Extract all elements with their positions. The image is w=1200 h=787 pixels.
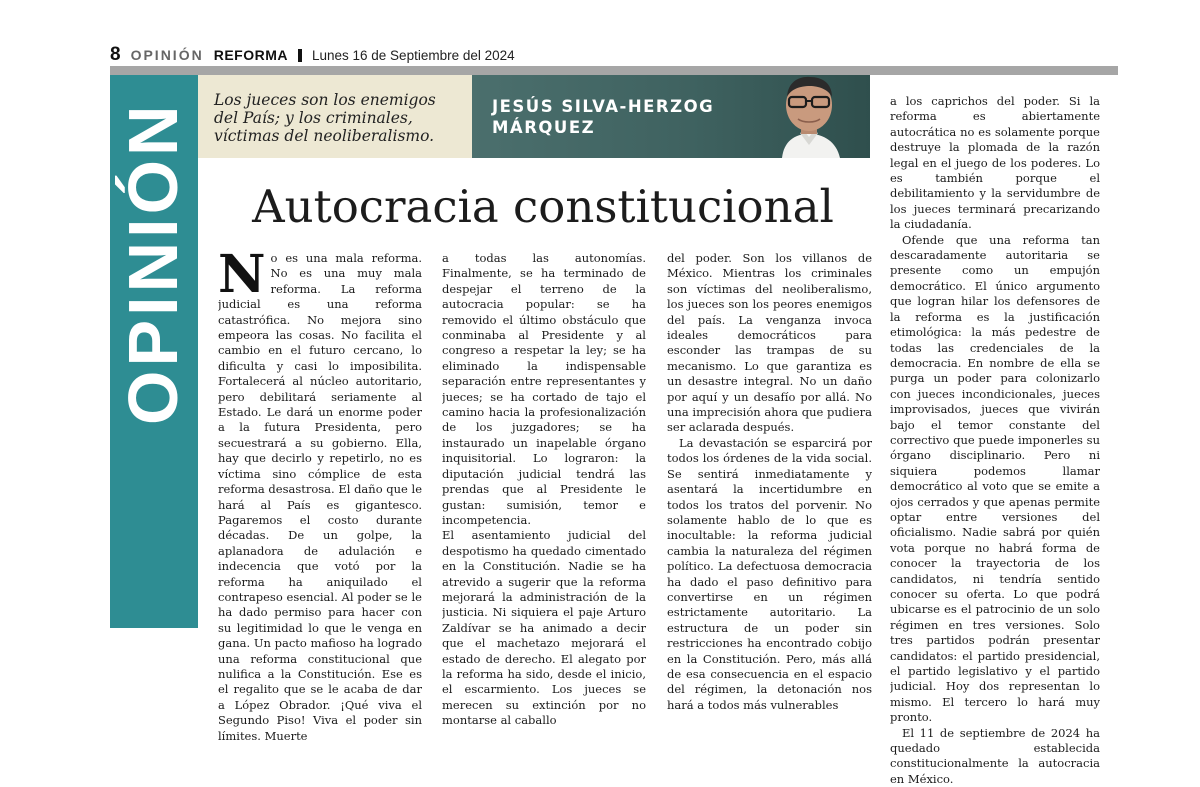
sidebar-label: OPINIÓN (114, 101, 192, 425)
publication-date: Lunes 16 de Septiembre del 2024 (311, 47, 515, 63)
page-number: 8 (110, 44, 121, 65)
author-name-line1: JESÚS SILVA-HERZOG (492, 97, 715, 116)
separator-bar (298, 49, 302, 62)
author-name (492, 96, 714, 138)
drop-cap: N (218, 251, 266, 305)
paragraph: o es una mala reforma. No es una muy mala reforma. La reforma judicial es una reforma catastrófica. No mejora sino empeora las cosas. No facilita el cambio en el futuro cercano, lo dificulta y casi lo imposibilita. Fortalecerá al núcleo autoritario, pero debilitará seriamente al Estado. Le dará un enorme poder a la futura Presidenta, pero secuestrará a su gobierno. Ella, hay que decirlo y repetirlo, no es víctima sino cómplice de esta reforma desastrosa. El daño que le hará al País es gigantesco. Pagaremos el costo durante décadas. De un golpe, la aplanadora de adulación e indecencia que votó por la reforma ha aniquilado el contrapeso esencial. Al poder se le ha dado permiso para hacer con su legitimidad lo que le venga en gana. Un pacto mafioso ha logrado una reforma constitucional que nulifica a la Constitución. Ese es el regalito que se le acaba de dar a López Obrador. ¡Qué viva el Segundo Piso! Viva el poder sin límites. Muerte (218, 251, 422, 743)
paragraph: El asentamiento judicial del despotismo ha quedado cimentado en la Constitución. Nadie se ha atrevido a sugerir que la reforma mejorará la administración de la justicia. Ni siquiera el paje Arturo Zaldívar se ha animado a decir que el machetazo mejorará el estado de derecho. El alegato por la reforma ha sido, desde el inicio, el escarmiento. Los jueces se merecen su extinción por no montarse al caballo (442, 528, 646, 728)
byline-banner (472, 75, 870, 158)
paragraph: a los caprichos del poder. Si la reforma es abiertamente autocrática no es solamente porque destruye la plomada de la razón legal en el juego de los poderes. Lo es también porque el debilitamiento y la servidumbre de los jueces terminará precarizando la ciudadanía. (890, 94, 1100, 232)
masthead (110, 44, 515, 66)
article-column-1 (218, 251, 422, 744)
paragraph: La devastación se esparcirá por todos los órdenes de la vida social. Se sentirá inmediatamente y asentará la incertidumbre en todos los tratos del porvenir. No solamente hablo de lo que es inocultable: la reforma judicial cambia la naturaleza del régimen político. La defectuosa democracia ha dado el paso definitivo para convertirse en un régimen estrictamente autoritario. La estructura de un poder sin restricciones ha encontrado cobijo en la Constitución. Pero, más allá de esa consecuencia en el espacio del régimen, la detonación nos hará a todos más vulnerables (667, 435, 872, 712)
author-name-line2: MÁRQUEZ (492, 118, 596, 137)
article-column-4 (890, 94, 1100, 787)
paragraph: a todas las autonomías. Finalmente, se ha terminado de despejar el terreno de la autocracia popular: se ha removido el último obstáculo que conminaba al Presidente y al congreso a respetar la ley; se ha eliminado la indispensable separación entre representantes y jueces; se ha cortado de tajo el camino hacia la profesionalización de los juzgadores; se ha instaurado un inapelable órgano inquisitorial. Lo lograron: la diputación judicial tendrá las prendas que al Presidente le gustan: sumisión, temor e incompetencia. (442, 251, 646, 527)
article-column-2 (442, 251, 646, 729)
paragraph: del poder. Son los villanos de México. Mientras los criminales son víctimas del neoliberalismo, los jueces son los peores enemigos del país. La venganza invoca ideales democráticos para esconder las trampas de su mecanismo. Lo que garantiza es un desastre integral. No un daño por aquí y un desafío por allá. No una imprecisión ahora que pudiera ser aclarada después. (667, 251, 872, 435)
author-portrait (748, 75, 870, 158)
article-title: Autocracia constitucional (252, 180, 834, 233)
paragraph: Ofende que una reforma tan descaradamente autoritaria se presente como un empujón democrático. El único argumento que logran hilar los defensores de la reforma es la justificación etimológica: la más pedestre de todas las credenciales de la democracia. En nombre de ella se purga un poder para colonizarlo con jueces incondicionales, jueces improvisados, jueces que vivirán bajo el temor constante del correctivo que puede imponerles su órgano disciplinario. Pero ni siquiera podemos llamar democrático al voto que se emite a ojos cerrados y que apenas permite optar entre versiones del oficialismo. Nadie sabrá por quién vota porque no habrá forma de conocer la trayectoria de los candidatos, ni tendría sentido conocer su oferta. Lo que podrá ubicarse es el patrocinio de un solo régimen en tres versiones. Solo tres partidos podrán presentar candidatos: el partido presidencial, el partido legislativo y el partido judicial. Hoy dos representan lo mismo. El tercero lo hará muy pronto. (890, 232, 1100, 725)
section-name: OPINIÓN (130, 47, 204, 63)
top-rule (110, 66, 1118, 75)
paragraph: El 11 de septiembre de 2024 ha quedado establecida constitucionalmente la autocracia en México. (890, 725, 1100, 786)
newspaper-name: REFORMA (213, 47, 288, 63)
deck-box (198, 75, 472, 158)
deck-text: Los jueces son los enemigos del País; y los criminales, víctimas del neoliberalismo. (214, 91, 436, 145)
article-column-3 (667, 251, 872, 713)
